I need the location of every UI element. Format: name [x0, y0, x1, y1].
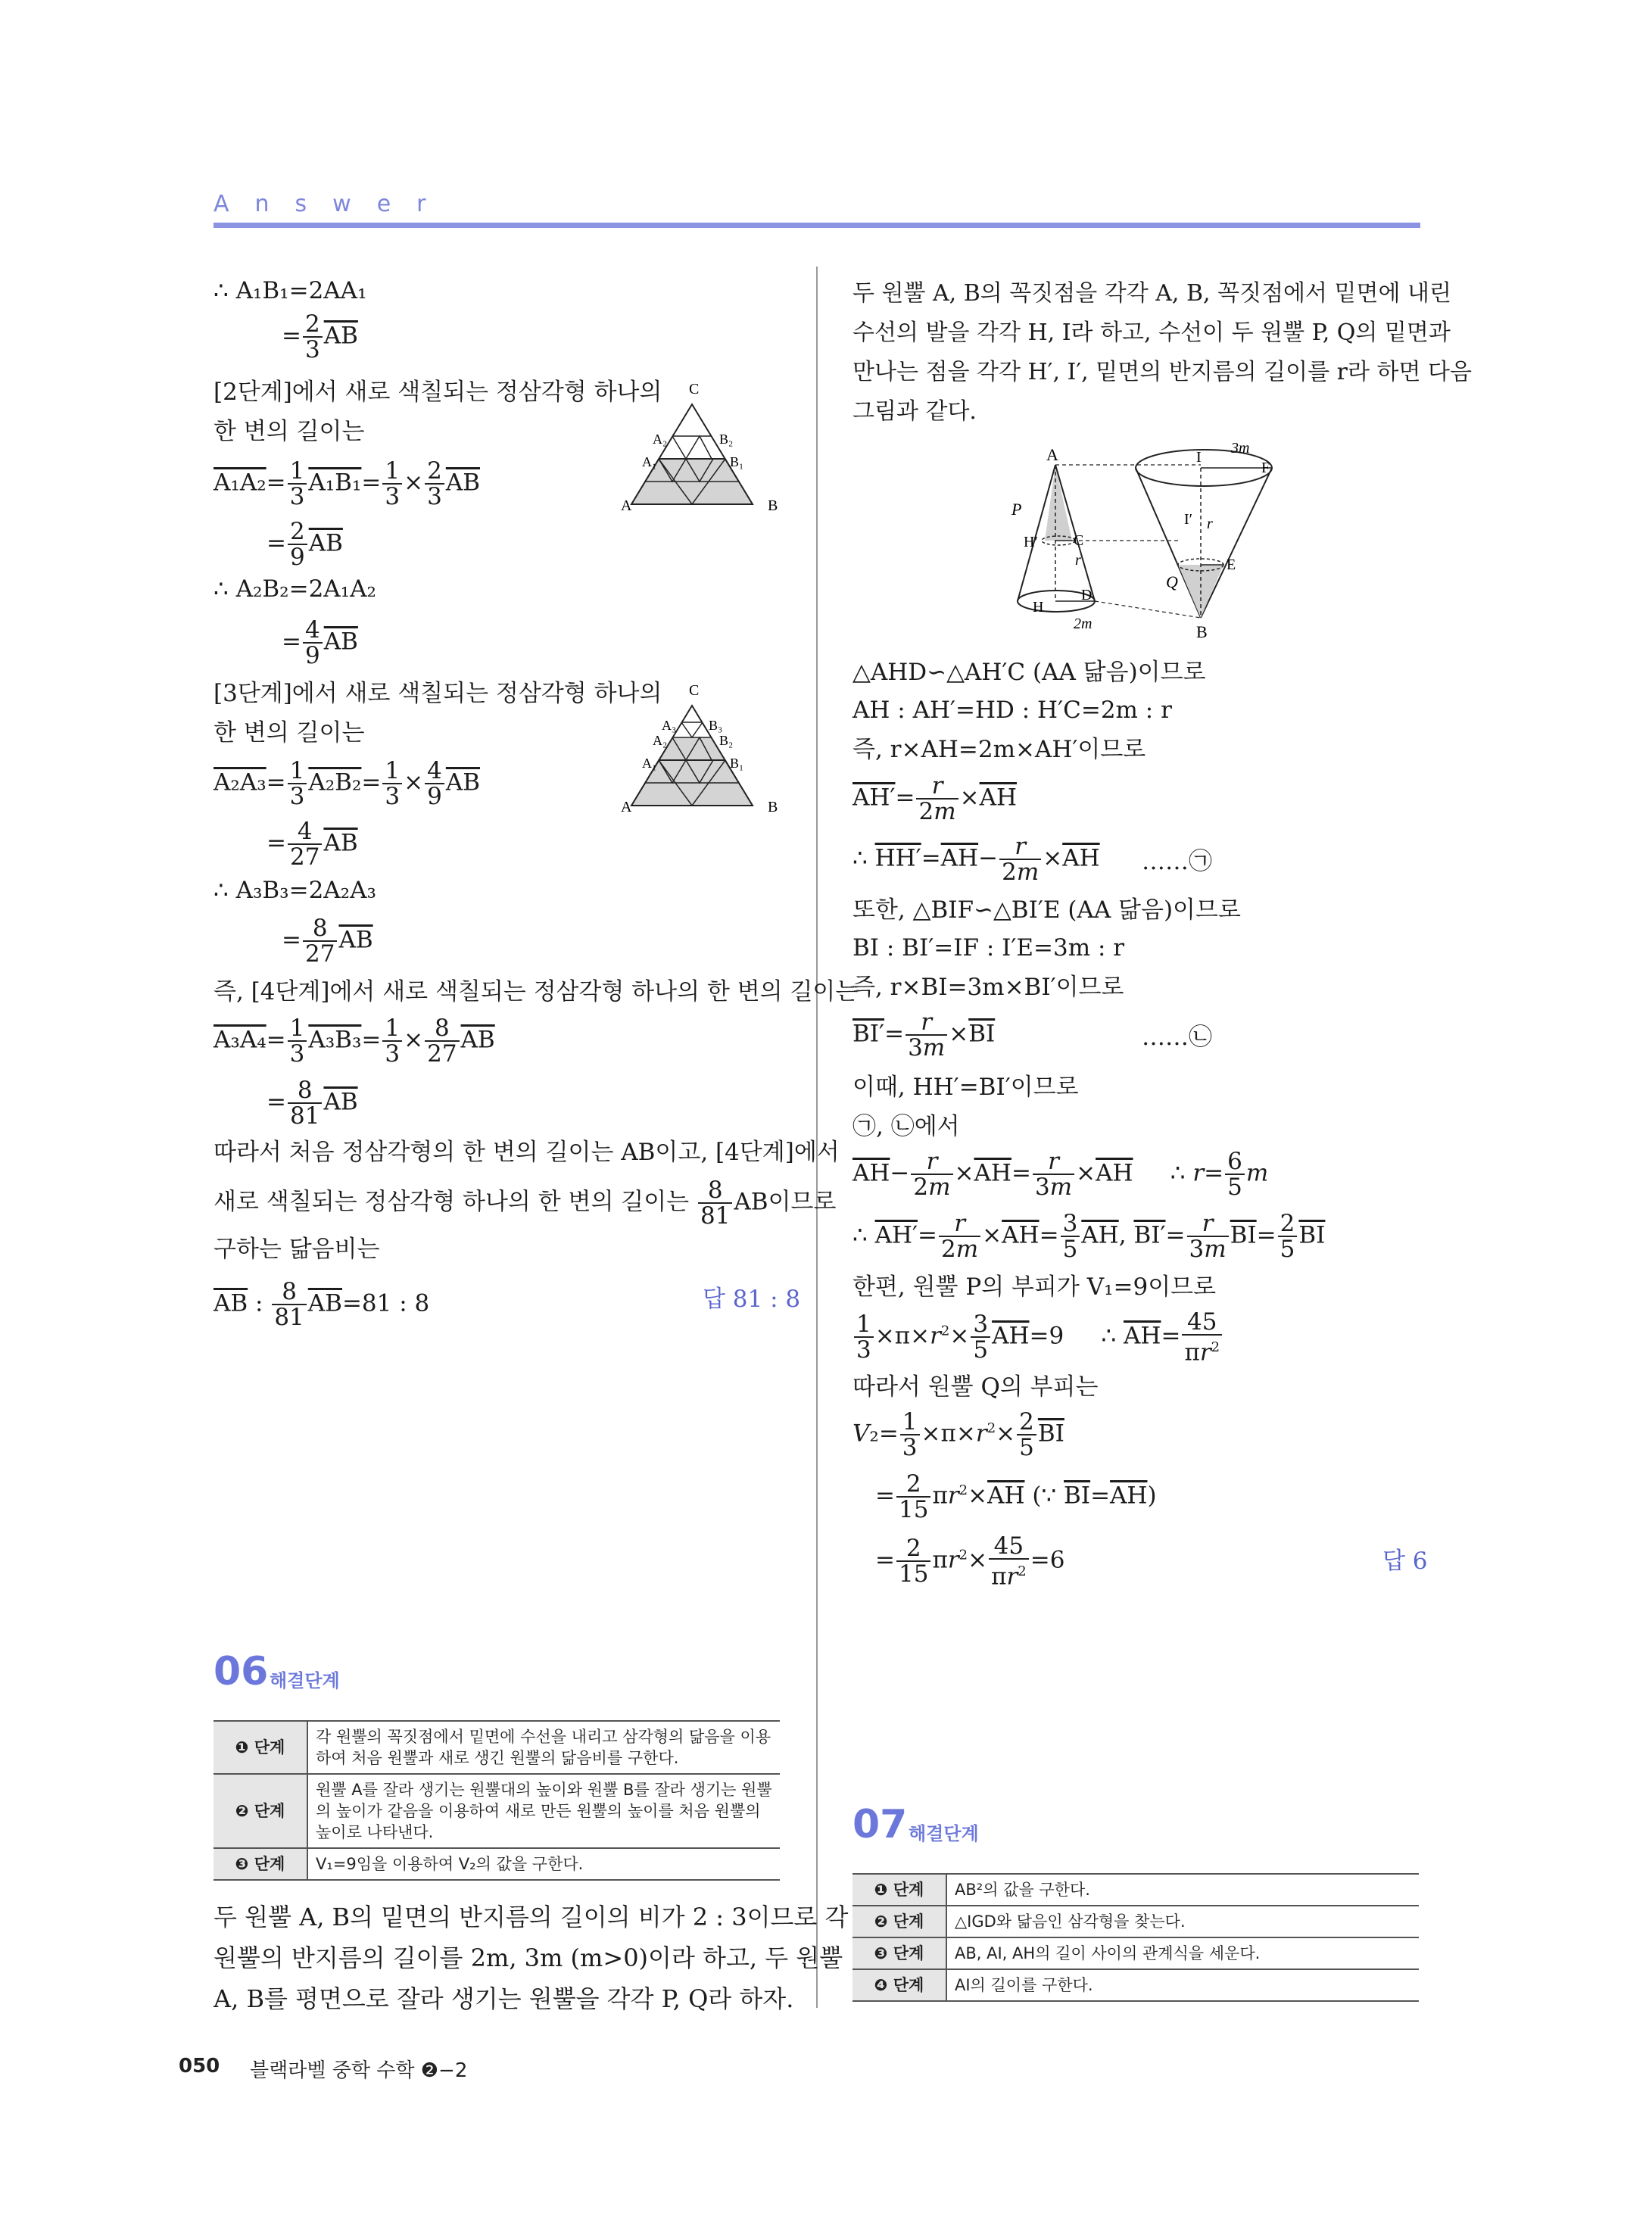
text: 새로 색칠되는 정삼각형 하나의 한 변의 길이는 — [214, 1188, 690, 1216]
step-key: ❷ 단계 — [214, 1774, 307, 1848]
svg-text:C: C — [689, 381, 700, 397]
fraction: $\frac{2}{3}$ — [303, 312, 323, 362]
svg-text:H′: H′ — [1024, 534, 1038, 550]
svg-text:A₂: A₂ — [653, 432, 668, 447]
table-row — [214, 1774, 780, 1848]
step-text: △IGD와 닮음인 삼각형을 찾는다. — [946, 1906, 1419, 1937]
svg-text:B: B — [768, 799, 778, 815]
left-line: 한 변의 길이는 — [214, 719, 365, 747]
triangle-figure-3 — [619, 678, 786, 815]
left-line: [2단계]에서 새로 색칠되는 정삼각형 하나의 — [214, 379, 662, 406]
svg-text:r: r — [1075, 552, 1081, 569]
svg-text:A: A — [621, 497, 632, 513]
step-text: AB²의 값을 구한다. — [946, 1874, 1419, 1906]
left-formula: = $\frac{4}{9}$ $\overline{AB}$ — [282, 616, 358, 669]
cones-figure — [998, 439, 1286, 644]
svg-text:B₂: B₂ — [719, 733, 734, 748]
right-formula: = $\frac{2}{15}$ $\pi r^2\times$ $\frac{45}{\pi r^2}$ =6 — [875, 1532, 1065, 1591]
left-line: 새로 색칠되는 정삼각형 하나의 한 변의 길이는 $\frac{8}{81}$ AB이므로 — [214, 1177, 837, 1230]
svg-text:F: F — [1261, 460, 1270, 476]
svg-text:B₂: B₂ — [719, 432, 734, 447]
right-line: 수선의 발을 각각 H, I라 하고, 수선이 두 원뿔 P, Q의 밑면과 — [852, 320, 1451, 346]
right-line: 또한, △BIF∽△BI′E (AA 닮음)이므로 — [852, 896, 1241, 924]
paragraph-line: 원뿔의 반지름의 길이를 2m, 3m (m>0)이라 하고, 두 원뿔 — [214, 1944, 843, 1972]
right-line: AH : AH′=HD : H′C=2m : r — [852, 697, 1172, 724]
right-line: BI : BI′=IF : I′E=3m : r — [852, 934, 1125, 962]
right-line: 만나는 점을 각각 H′, I′, 밑면의 반지름의 길이를 r라 하면 다음 — [852, 359, 1472, 385]
right-line: 두 원뿔 A, B의 꼭짓점을 각각 A, B, 꼭짓점에서 밑면에 내린 — [852, 280, 1451, 307]
section-number: 07 — [852, 1802, 908, 1847]
svg-text:B₁: B₁ — [730, 756, 744, 771]
step-key: ❸ 단계 — [214, 1848, 307, 1880]
left-formula: = $\frac{2}{9}$ $\overline{AB}$ — [267, 518, 343, 571]
right-formula: $\frac{1}{3}$ $\times\pi\times r^2\times$ $\frac{3}{5}$ $\overline{AH}=9$ ∴ $\overline{AH}=$ $\frac{45}{\pi r^2}$ — [852, 1310, 1223, 1364]
table-row — [852, 1937, 1419, 1969]
right-line: 따라서 원뿔 Q의 부피는 — [852, 1373, 1099, 1401]
step-key: ❷ 단계 — [852, 1906, 946, 1937]
right-formula: $\overline{AH}-$ $\frac{r}{2m}$ $\times\overline{AH}=$ $\frac{r}{3m}$ $\times\overline{AH}$ ∴ r= $\frac{6}{5}$ m — [852, 1148, 1269, 1201]
right-line: 그림과 같다. — [852, 398, 977, 425]
left-formula: = $\frac{8}{27}$ $\overline{AB}$ — [282, 915, 373, 968]
right-formula: ∴ AH′= $\frac{r}{2m}$ $\times\overline{AH}=$ $\frac{3}{5}$ $\overline{AH}$, BI′= $\frac{r}{3m}$ $\overline{BI}=$ $\frac{2}{5}$ $\overline{BI}$ — [852, 1210, 1326, 1263]
triangle-figure-2 — [619, 377, 786, 513]
marker-1: ……㉠ — [1142, 848, 1212, 875]
right-line: 이때, HH′=BI′이므로 — [852, 1074, 1079, 1101]
step-text: AB, AI, AH의 길이 사이의 관계식을 세운다. — [946, 1937, 1419, 1969]
header-title: Answer — [214, 191, 452, 217]
svg-text:I: I — [1196, 449, 1202, 466]
section-label: 해결단계 — [270, 1670, 340, 1691]
text: AB이므로 — [734, 1188, 837, 1216]
page-number: 050 — [179, 2055, 220, 2078]
right-formula: AH′= $\frac{r}{2m}$ $\times\overline{AH}$ — [852, 772, 1017, 825]
left-formula: A₁A₂= $\frac{1}{3}$ A₁B₁= $\frac{1}{3}$ × $\frac{2}{3}$ $\overline{AB}$ — [214, 457, 480, 510]
table-row — [852, 1906, 1419, 1937]
left-formula: = $\frac{4}{27}$ $\overline{AB}$ — [267, 818, 358, 871]
answer-label: 답 6 — [1382, 1548, 1428, 1575]
paragraph-line: 두 원뿔 A, B의 밑면의 반지름의 길이의 비가 2 : 3이므로 각 — [214, 1903, 849, 1931]
left-formula: A₂A₃= $\frac{1}{3}$ A₂B₂= $\frac{1}{3}$ × $\frac{4}{9}$ $\overline{AB}$ — [214, 757, 480, 810]
svg-text:2m: 2m — [1074, 616, 1093, 632]
right-formula: V₂= $\frac{1}{3}$ $\times\pi\times r^2\times$ $\frac{2}{5}$ $\overline{BI}$ — [852, 1408, 1064, 1461]
right-line: 즉, r×AH=2m×AH′이므로 — [852, 736, 1146, 763]
table-row — [214, 1721, 780, 1774]
book-title: 블랙라벨 중학 수학 ❷−2 — [250, 2059, 468, 2082]
marker-2: ……㉡ — [1142, 1024, 1212, 1051]
step-key: ❸ 단계 — [852, 1937, 946, 1969]
step-text: V₁=9임을 이용하여 V₂의 값을 구한다. — [307, 1848, 780, 1880]
section-number: 06 — [214, 1649, 269, 1694]
step-key: ❹ 단계 — [852, 1969, 946, 2001]
answer-label: 답 81 : 8 — [703, 1286, 801, 1313]
left-line: 한 변의 길이는 — [214, 418, 365, 445]
right-line: △AHD∽△AH′C (AA 닮음)이므로 — [852, 659, 1206, 686]
left-formula: A₃A₄= $\frac{1}{3}$ A₃B₃= $\frac{1}{3}$ × $\frac{8}{27}$ $\overline{AB}$ — [214, 1015, 495, 1068]
left-formula: = $\frac{2}{3}$ $\overline{AB}$ — [282, 310, 358, 363]
left-line: 따라서 처음 정삼각형의 한 변의 길이는 AB이고, [4단계]에서 — [214, 1139, 840, 1166]
right-formula: ∴ $HH'=\overline{AH}-$ $\frac{r}{2m}$ $\times\overline{AH}$ — [852, 833, 1100, 886]
svg-text:C: C — [689, 682, 700, 699]
left-line: [3단계]에서 새로 색칠되는 정삼각형 하나의 — [214, 680, 662, 707]
svg-text:Q: Q — [1166, 572, 1178, 591]
right-line: 즉, r×BI=3m×BI′이므로 — [852, 974, 1124, 1001]
svg-text:B: B — [1196, 622, 1208, 641]
svg-text:3m: 3m — [1231, 440, 1250, 457]
svg-text:C: C — [1074, 532, 1084, 549]
steps-table-06 — [214, 1720, 780, 1881]
svg-text:A₂: A₂ — [653, 733, 668, 748]
left-line: ∴ A₂B₂=2A₁A₂ — [214, 575, 376, 603]
step-text: 각 원뿔의 꼭짓점에서 밑면에 수선을 내리고 삼각형의 닮음을 이용하여 처음 원뿔과 새로 생긴 원뿔의 닮음비를 구한다. — [307, 1721, 780, 1774]
step-text: AI의 길이를 구한다. — [946, 1969, 1419, 2001]
left-formula: = $\frac{8}{81}$ $\overline{AB}$ — [267, 1077, 358, 1130]
svg-text:B: B — [768, 497, 778, 513]
svg-text:A: A — [1046, 445, 1058, 464]
svg-text:E: E — [1227, 556, 1236, 573]
svg-text:I′: I′ — [1184, 511, 1193, 528]
right-line: 한편, 원뿔 P의 부피가 V₁=9이므로 — [852, 1273, 1217, 1301]
left-line: ∴ A₃B₃=2A₂A₃ — [214, 877, 376, 904]
svg-text:r: r — [1207, 516, 1213, 532]
svg-text:B₁: B₁ — [730, 454, 744, 469]
step-text: 원뿔 A를 잘라 생기는 원뿔대의 높이와 원뿔 B를 잘라 생기는 원뿔의 높이가 같음을 이용하여 새로 만든 원뿔의 높이를 처음 원뿔의 높이로 나타낸다. — [307, 1774, 780, 1848]
svg-text:D: D — [1081, 587, 1093, 603]
table-row — [852, 1969, 1419, 2001]
left-line: ∴ A₁B₁=2AA₁ — [214, 277, 367, 304]
svg-text:A₁: A₁ — [642, 756, 657, 771]
right-formula: BI′= $\frac{r}{3m}$ $\times\overline{BI}$ — [852, 1008, 996, 1061]
step-key: ❶ 단계 — [852, 1874, 946, 1906]
svg-text:A: A — [621, 799, 632, 815]
table-row — [214, 1848, 780, 1880]
eq-text: = — [282, 322, 301, 350]
table-row — [852, 1874, 1419, 1906]
svg-text:P: P — [1011, 500, 1022, 519]
left-formula: $\overline{AB}$ : $\frac{8}{81}$ $\overline{AB}=81$ : 8 — [214, 1278, 430, 1331]
right-line: ㉠, ㉡에서 — [852, 1113, 960, 1140]
svg-text:A₁: A₁ — [642, 454, 657, 469]
right-formula: = $\frac{2}{15}$ $\pi r^2\times\overline{AH}$ (∵ $\overline{BI}=\overline{AH}$) — [875, 1470, 1157, 1523]
steps-table-07 — [852, 1873, 1419, 2002]
left-line: 즉, [4단계]에서 새로 색칠되는 정삼각형 하나의 한 변의 길이는 — [214, 978, 859, 1005]
header-rule — [214, 223, 1420, 228]
section-label: 해결단계 — [909, 1823, 979, 1844]
svg-text:A₃: A₃ — [662, 718, 677, 733]
svg-text:H: H — [1033, 599, 1044, 616]
paragraph-line: A, B를 평면으로 잘라 생기는 원뿔을 각각 P, Q라 하자. — [214, 1984, 794, 2013]
step-key: ❶ 단계 — [214, 1721, 307, 1774]
left-line: 구하는 닮음비는 — [214, 1236, 380, 1263]
svg-text:B₃: B₃ — [709, 718, 723, 733]
